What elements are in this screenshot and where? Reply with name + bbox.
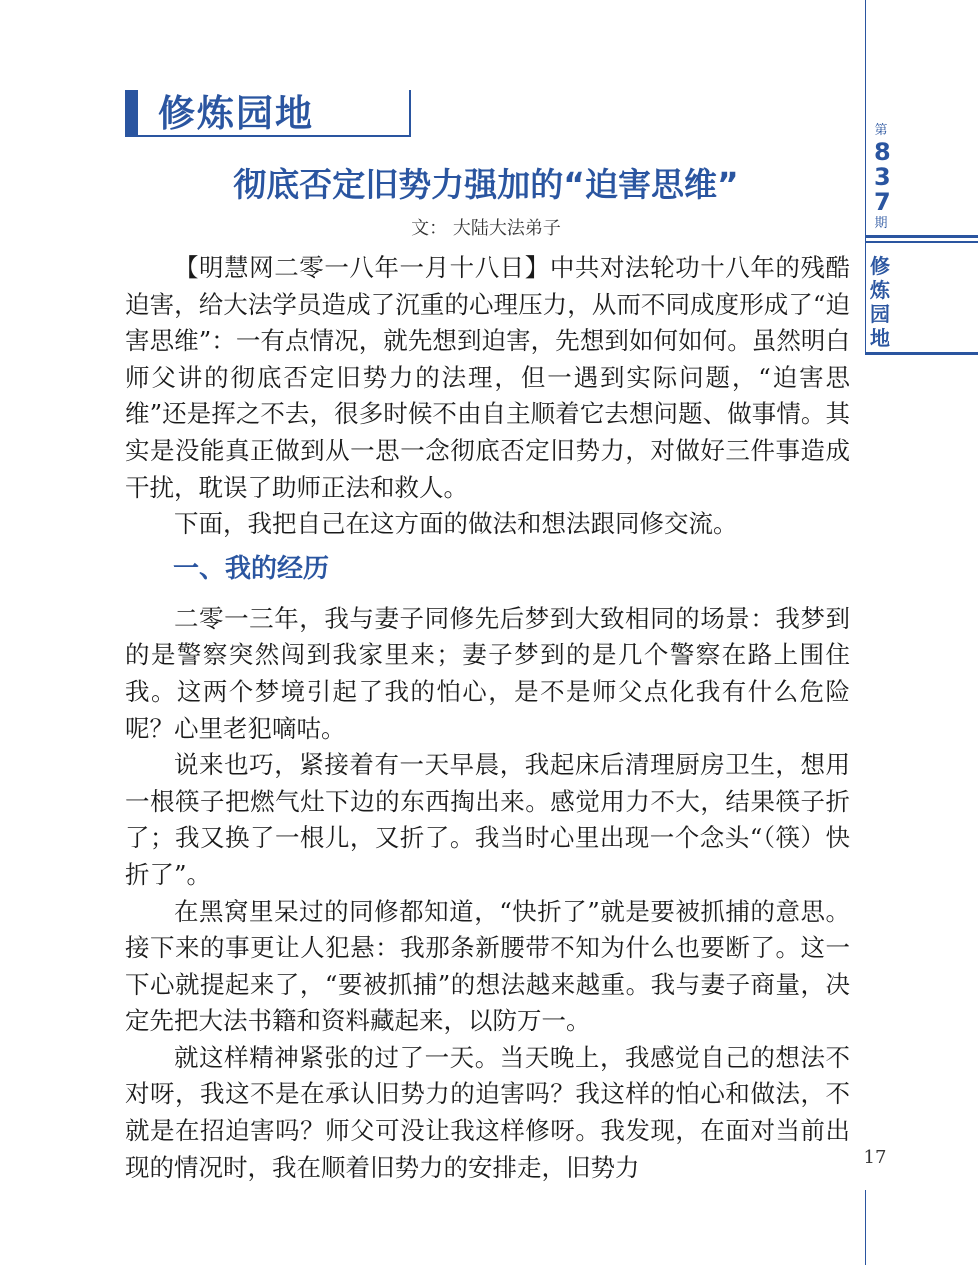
sidebar-column-title: 修炼园地 xyxy=(870,254,890,350)
paragraph: 二零一三年，我与妻子同修先后梦到大致相同的场景：我梦到的是警察突然闯到我家里来；妻子梦到的是几个警察在路上围住我。这两个梦境引起了我的怕心，是不是师父点化我有什么危险呢？心里老犯嘀咕。 xyxy=(125,603,850,743)
sidebar-rule-top xyxy=(865,235,978,238)
section-heading: 一、我的经历 xyxy=(173,553,330,584)
sidebar-rule-top-thin xyxy=(865,241,978,243)
article-body xyxy=(125,250,850,1186)
section-badge xyxy=(125,90,411,137)
issue-number: 837 xyxy=(874,138,891,216)
paragraph: 下面，我把自己在这方面的做法和想法跟同修交流。 xyxy=(174,509,738,539)
issue-suffix: 期 xyxy=(874,216,888,231)
sidebar-rule-bottom xyxy=(865,352,978,355)
issue-prefix: 第 xyxy=(874,123,888,138)
section-badge-bar xyxy=(125,90,138,137)
paragraph: 【明慧网二零一八年一月十八日】中共对法轮功十八年的残酷迫害，给大法学员造成了沉重的心理压力，从而不同成度形成了“迫害思维”：一有点情况，就先想到迫害，先想到如何如何。虽然明白师父讲的彻底否定旧势力的法理，但一遇到实际问题，“迫害思维”还是挥之不去，很多时候不由自主顺着它去想问题、做事情。其实是没能真正做到从一思一念彻底否定旧势力，对做好三件事造成干扰，耽误了助师正法和救人。 xyxy=(125,253,850,502)
sidebar-divider-bottom xyxy=(865,1190,866,1265)
paragraph: 在黑窝里呆过的同修都知道，“快折了”就是要被抓捕的意思。接下来的事更让人犯悬：我那条新腰带不知为什么也要断了。这一下心就提起来了，“要被抓捕”的想法越来越重。我与妻子商量，决定先把大法书籍和资料藏起来，以防万一。 xyxy=(125,896,850,1036)
issue-number-block xyxy=(866,122,896,233)
section-badge-label: 修炼园地 xyxy=(158,92,314,135)
page-number: 17 xyxy=(863,1147,887,1168)
article-byline: 文： 大陆大法弟子 xyxy=(411,218,561,239)
article-title: 彻底否定旧势力强加的“迫害思维” xyxy=(233,165,739,204)
paragraph: 说来也巧，紧接着有一天早晨，我起床后清理厨房卫生，想用一根筷子把燃气灶下边的东西掏出来。感觉用力不大，结果筷子折了；我又换了一根儿，又折了。我当时心里出现一个念头“（筷）快折了”。 xyxy=(125,750,850,889)
paragraph: 就这样精神紧张的过了一天。当天晚上，我感觉自己的想法不对呀，我这不是在承认旧势力的迫害吗？我这样的怕心和做法，不就是在招迫害吗？师父可没让我这样修呀。我发现，在面对当前出现的情况时，我在顺着旧势力的安排走，旧势力 xyxy=(125,1042,850,1182)
